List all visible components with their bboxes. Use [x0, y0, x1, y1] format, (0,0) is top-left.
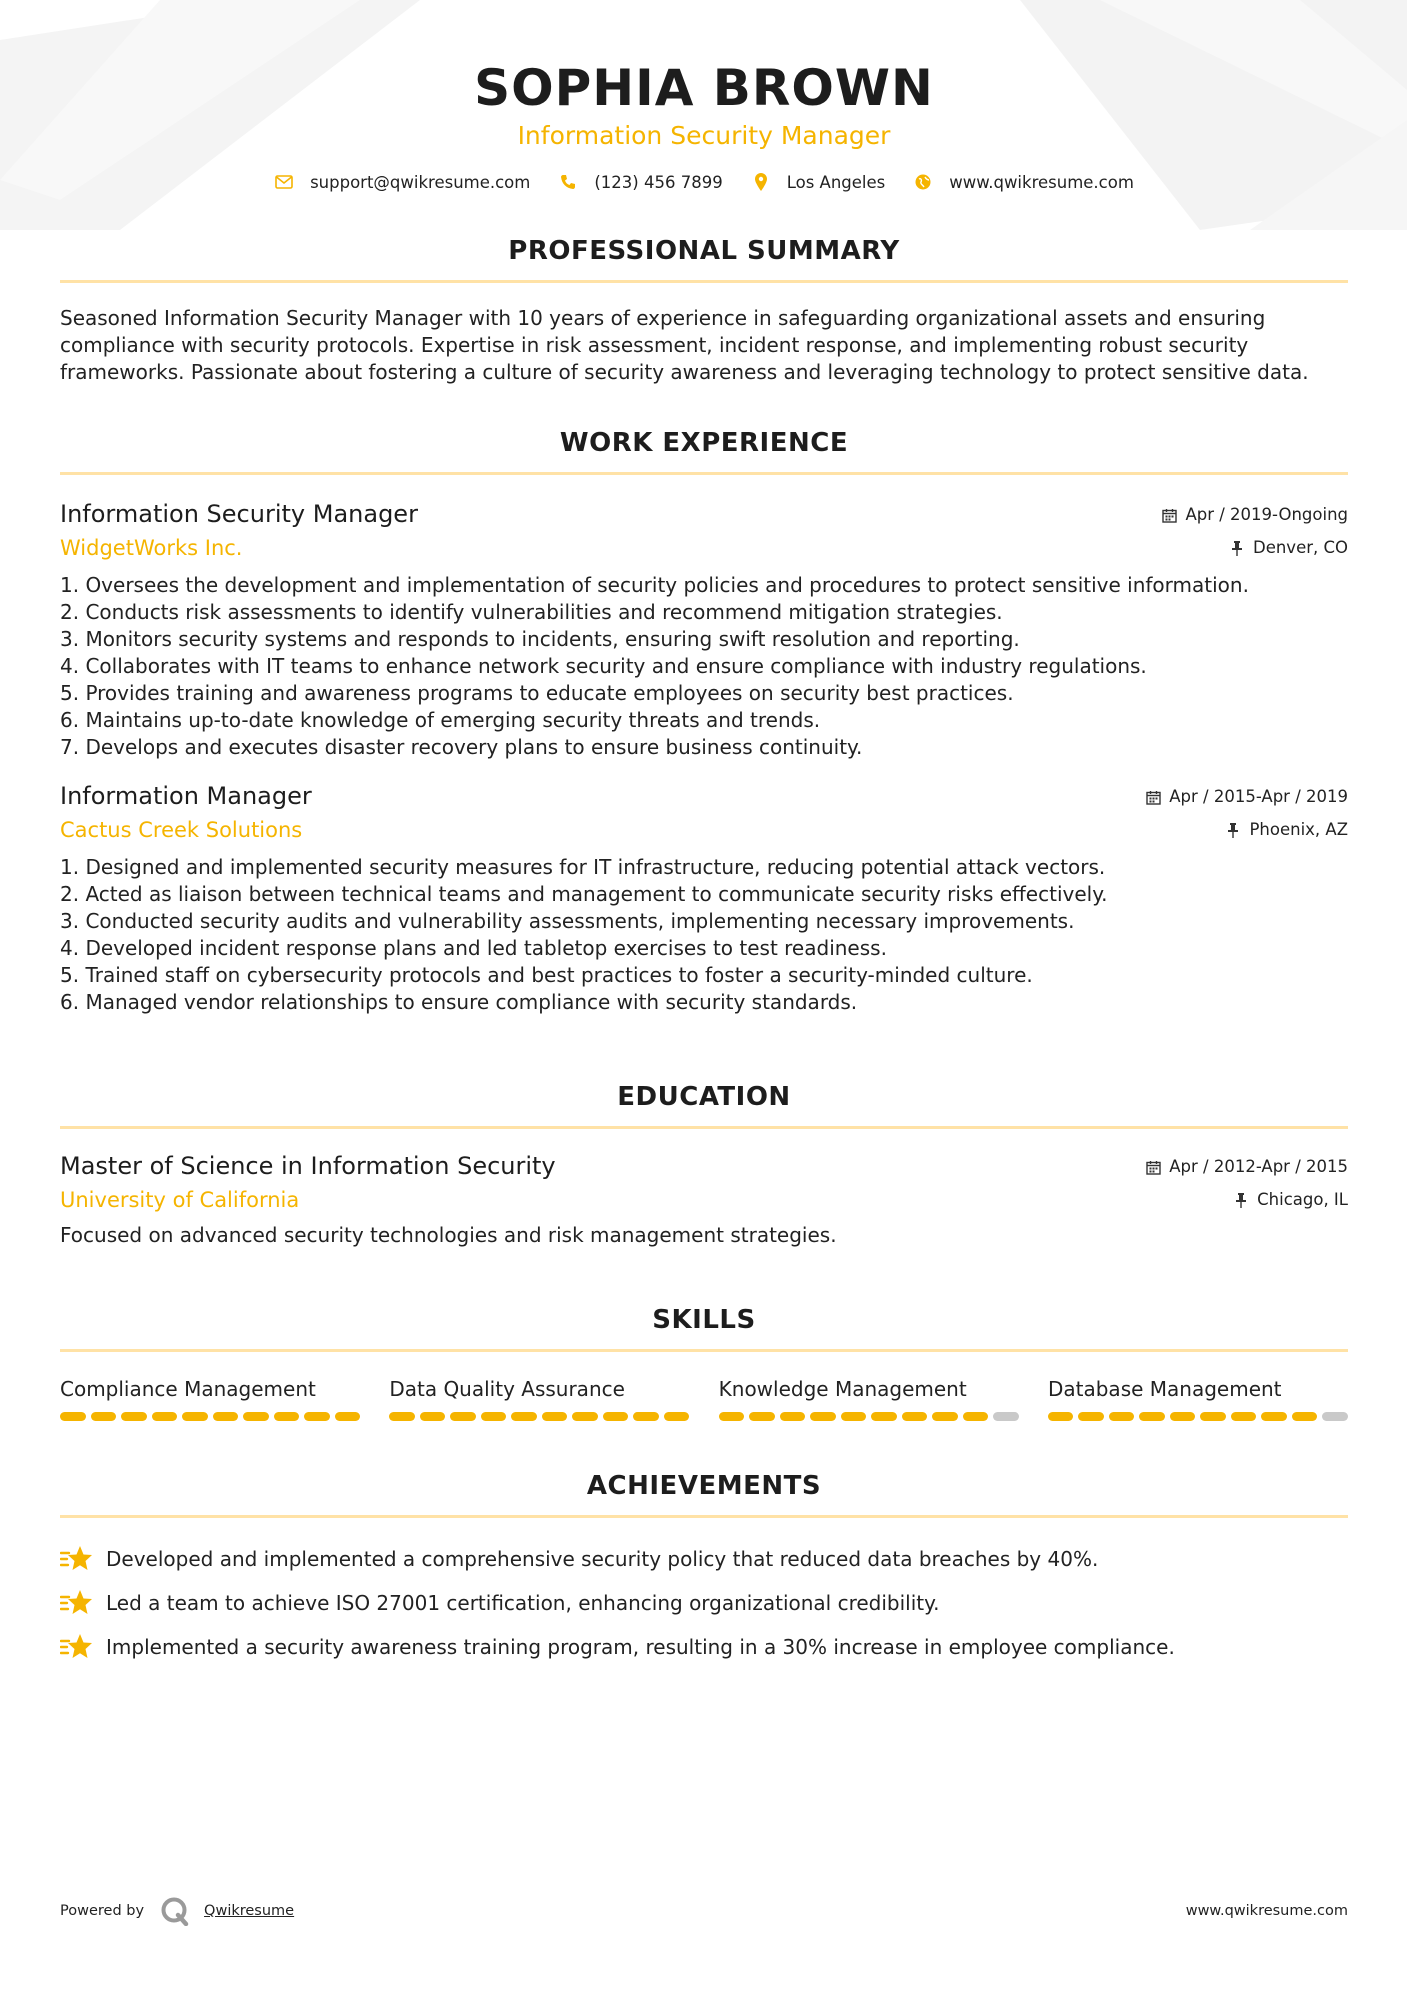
skill-segment-filled [304, 1412, 330, 1421]
list-item: 2. Acted as liaison between technical teams and management to communicate security risks effectively. [60, 882, 1108, 906]
job-location [1225, 819, 1348, 841]
list-item [60, 1544, 1348, 1574]
skill-level-bar [389, 1412, 689, 1421]
contact-email-text: support@qwikresume.com [310, 172, 531, 192]
skill-segment-filled [481, 1412, 507, 1421]
pushpin-icon [1233, 1192, 1249, 1208]
skill-segment-filled [633, 1412, 659, 1421]
pushpin-icon [1225, 822, 1241, 838]
skill-item [389, 1376, 689, 1421]
skills-heading: SKILLS [652, 1305, 756, 1335]
job-dates-text: Apr / 2019-Ongoing [1185, 505, 1348, 524]
skill-segment-filled [389, 1412, 415, 1421]
skill-segment-filled [664, 1412, 690, 1421]
skill-segment-filled [963, 1412, 989, 1421]
skill-segment-filled [274, 1412, 300, 1421]
skills-list [60, 1376, 1348, 1421]
skill-segment-filled [420, 1412, 446, 1421]
skill-level-bar [1048, 1412, 1348, 1421]
job-company: WidgetWorks Inc. [60, 536, 243, 560]
section-divider [60, 1349, 1348, 1352]
achievement-text: Developed and implemented a comprehensive security policy that reduced data breaches by 40%. [106, 1547, 1099, 1571]
skill-segment-filled [450, 1412, 476, 1421]
summary-text: Seasoned Information Security Manager with 10 years of experience in safeguarding organizational assets and ensuring compliance with security protocols. Expertise in risk assessment, incident response, and implementing robust security frameworks. Passionate about fostering a culture of security awareness and leveraging technology to protect sensitive data. [60, 306, 1309, 384]
skill-segment-filled [335, 1412, 361, 1421]
skill-segment-empty [1322, 1412, 1348, 1421]
contact-location-text: Los Angeles [786, 172, 886, 192]
skill-segment-filled [152, 1412, 178, 1421]
powered-by-label: Powered by [60, 1903, 145, 1919]
list-item: 5. Provides training and awareness programs to educate employees on security best practices. [60, 681, 1014, 705]
contact-website-text: www.qwikresume.com [949, 172, 1134, 192]
achievements-list [60, 1544, 1348, 1662]
skill-segment-filled [1139, 1412, 1165, 1421]
skill-item [1048, 1376, 1348, 1421]
list-item: 6. Maintains up-to-date knowledge of emerging security threats and trends. [60, 708, 821, 732]
contact-phone-text: (123) 456 7899 [594, 172, 723, 192]
list-item: 6. Managed vendor relationships to ensure compliance with security standards. [60, 990, 858, 1014]
list-item: 4. Developed incident response plans and led tabletop exercises to test readiness. [60, 936, 887, 960]
achievement-text: Led a team to achieve ISO 27001 certification, enhancing organizational credibility. [106, 1591, 940, 1615]
skill-level-bar [60, 1412, 360, 1421]
skill-segment-filled [182, 1412, 208, 1421]
skill-segment-filled [1292, 1412, 1318, 1421]
job-location-text: Denver, CO [1252, 538, 1348, 557]
envelope-icon [274, 172, 294, 192]
skill-segment-filled [1109, 1412, 1135, 1421]
summary-heading: PROFESSIONAL SUMMARY [508, 236, 900, 266]
skill-segment-filled [1200, 1412, 1226, 1421]
skill-segment-filled [749, 1412, 775, 1421]
education-location-text: Chicago, IL [1257, 1190, 1348, 1209]
skill-segment-filled [542, 1412, 568, 1421]
star-icon [60, 1632, 92, 1662]
star-icon [60, 1544, 92, 1574]
calendar-icon [1145, 1159, 1161, 1175]
section-divider [60, 472, 1348, 475]
qwikresume-link[interactable]: Qwikresume [204, 1903, 295, 1919]
education-location [1233, 1189, 1348, 1211]
school-name: University of California [60, 1188, 300, 1212]
education-dates-text: Apr / 2012-Apr / 2015 [1169, 1157, 1348, 1176]
skill-segment-filled [1261, 1412, 1287, 1421]
resume-header [60, 0, 1348, 192]
skill-segment-filled [1170, 1412, 1196, 1421]
degree-title: Master of Science in Information Security [60, 1152, 556, 1180]
job-dates [1145, 786, 1348, 808]
list-item: 2. Conducts risk assessments to identify vulnerabilities and recommend mitigation strategies. [60, 600, 1003, 624]
pushpin-icon [1229, 540, 1245, 556]
job-role: Information Manager [60, 782, 312, 810]
list-item: 7. Develops and executes disaster recovery plans to ensure business continuity. [60, 735, 863, 759]
skill-name: Compliance Management [60, 1377, 316, 1401]
job-company: Cactus Creek Solutions [60, 818, 303, 842]
skill-segment-filled [60, 1412, 86, 1421]
qwikresume-logo-icon [160, 1896, 190, 1926]
work-experience-heading: WORK EXPERIENCE [559, 428, 849, 458]
skill-segment-filled [841, 1412, 867, 1421]
section-divider [60, 1126, 1348, 1129]
list-item [60, 1632, 1348, 1662]
phone-icon [558, 172, 578, 192]
contact-website[interactable] [913, 172, 1134, 192]
list-item: 3. Conducted security audits and vulnerability assessments, implementing necessary improvements. [60, 909, 1075, 933]
list-item: 5. Trained staff on cybersecurity protocols and best practices to foster a security-minded culture. [60, 963, 1033, 987]
job-role: Information Security Manager [60, 500, 418, 528]
skill-segment-filled [91, 1412, 117, 1421]
list-item: 3. Monitors security systems and responds to incidents, ensuring swift resolution and reporting. [60, 627, 1020, 651]
resume-page [60, 0, 1348, 1676]
job-dates [1161, 504, 1348, 526]
list-item [60, 1588, 1348, 1618]
skill-segment-filled [1048, 1412, 1074, 1421]
skill-segment-filled [719, 1412, 745, 1421]
list-item: 1. Designed and implemented security measures for IT infrastructure, reducing potential attack vectors. [60, 855, 1106, 879]
section-divider [60, 1515, 1348, 1518]
skill-segment-filled [121, 1412, 147, 1421]
education-description: Focused on advanced security technologies and risk management strategies. [60, 1223, 837, 1247]
skill-segment-filled [871, 1412, 897, 1421]
list-item: 4. Collaborates with IT teams to enhance network security and ensure compliance with industry regulations. [60, 654, 1147, 678]
skill-name: Data Quality Assurance [389, 1377, 625, 1401]
contact-bar [60, 172, 1348, 192]
education-heading: EDUCATION [617, 1082, 791, 1112]
education-entry [60, 1151, 1348, 1249]
star-icon [60, 1588, 92, 1618]
skill-segment-filled [810, 1412, 836, 1421]
map-marker-icon [751, 172, 771, 192]
skill-segment-filled [572, 1412, 598, 1421]
calendar-icon [1145, 789, 1161, 805]
education-dates [1145, 1156, 1348, 1178]
skill-segment-filled [1078, 1412, 1104, 1421]
skill-name: Knowledge Management [718, 1377, 967, 1401]
job-entry [60, 499, 1348, 761]
contact-location [751, 172, 886, 192]
candidate-name: SOPHIA BROWN [474, 59, 934, 117]
achievement-text: Implemented a security awareness training program, resulting in a 30% increase in employee compliance. [106, 1635, 1175, 1659]
skill-item [60, 1376, 360, 1421]
section-divider [60, 280, 1348, 283]
footer-website[interactable]: www.qwikresume.com [1185, 1903, 1348, 1919]
candidate-title: Information Security Manager [517, 121, 891, 150]
globe-icon [913, 172, 933, 192]
skill-segment-filled [243, 1412, 269, 1421]
skill-segment-filled [932, 1412, 958, 1421]
skill-segment-filled [1231, 1412, 1257, 1421]
skill-item [719, 1376, 1019, 1421]
skill-segment-filled [603, 1412, 629, 1421]
resume-footer [60, 1896, 1348, 1926]
skill-segment-filled [902, 1412, 928, 1421]
job-location-text: Phoenix, AZ [1249, 820, 1348, 839]
skill-segment-empty [993, 1412, 1019, 1421]
powered-by [60, 1896, 294, 1926]
skill-segment-filled [213, 1412, 239, 1421]
skill-level-bar [719, 1412, 1019, 1421]
job-responsibilities [60, 854, 1348, 1016]
job-location [1229, 537, 1348, 559]
job-dates-text: Apr / 2015-Apr / 2019 [1169, 787, 1348, 806]
contact-phone[interactable] [558, 172, 722, 192]
job-entry [60, 781, 1348, 1016]
contact-email[interactable] [274, 172, 530, 192]
skill-name: Database Management [1047, 1377, 1282, 1401]
skill-segment-filled [780, 1412, 806, 1421]
list-item: 1. Oversees the development and implementation of security policies and procedures to protect sensitive information. [60, 573, 1249, 597]
calendar-icon [1161, 507, 1177, 523]
skill-segment-filled [511, 1412, 537, 1421]
job-responsibilities [60, 572, 1348, 761]
achievements-heading: ACHIEVEMENTS [586, 1471, 822, 1501]
